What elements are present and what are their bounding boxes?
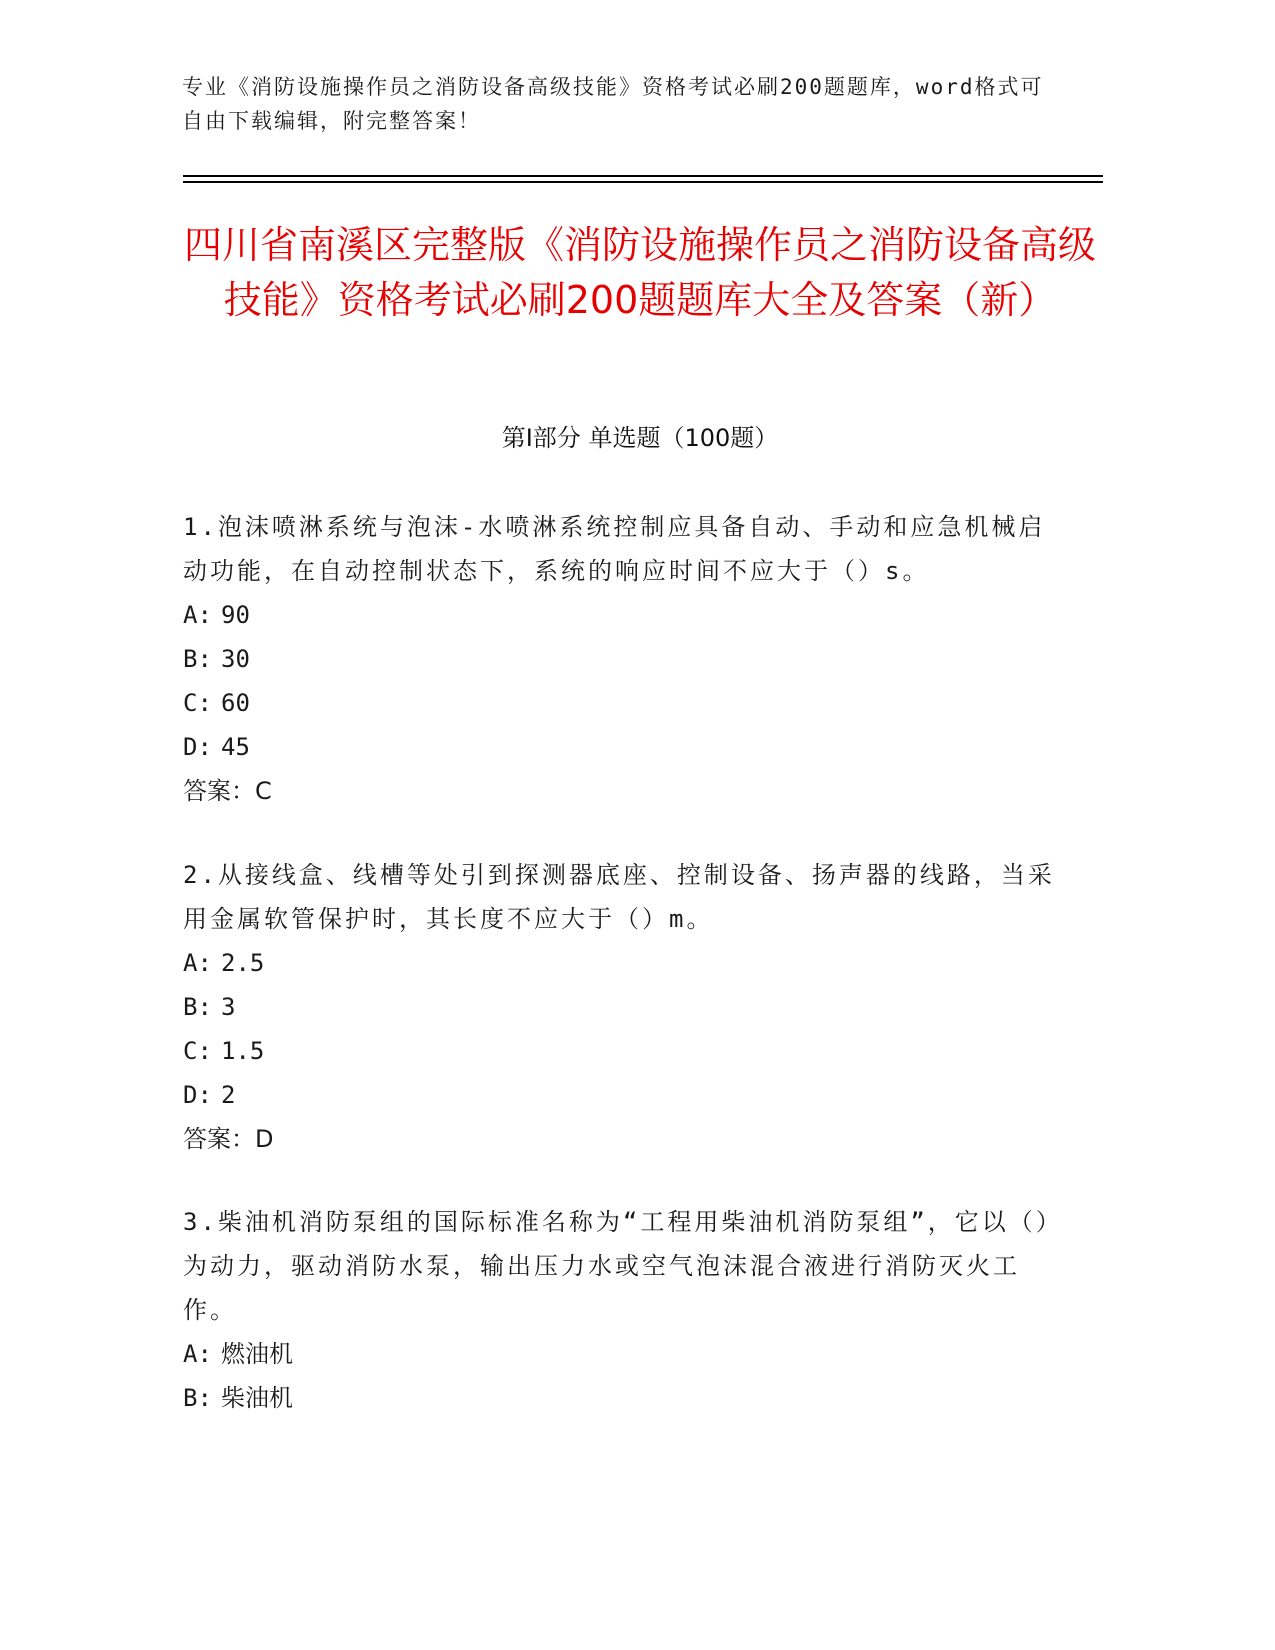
option-letter: A: <box>183 601 212 629</box>
option-letter: D: <box>183 1081 212 1109</box>
answer: 答案：D <box>183 1125 274 1153</box>
option-letter: A: <box>183 1340 212 1368</box>
question-stem: 1.泡沫喷淋系统与泡沫-水喷淋系统控制应具备自动、手动和应急机械启动功能，在自动控制状态下，系统的响应时间不应大于（）s。 <box>183 513 1046 585</box>
option-text: 柴油机 <box>221 1384 293 1412</box>
option-text: 2.5 <box>221 949 265 977</box>
answer: 答案：C <box>183 777 272 805</box>
option-c <box>183 1029 1063 1073</box>
option-letter: B: <box>183 993 212 1021</box>
question-stem: 2.从接线盒、线槽等处引到探测器底座、控制设备、扬声器的线路，当采用金属软管保护时，其长度不应大于（）m。 <box>183 861 1055 933</box>
option-text: 90 <box>221 601 250 629</box>
option-a <box>183 941 1063 985</box>
option-a <box>183 593 1063 637</box>
option-letter: C: <box>183 1037 212 1065</box>
option-text: 30 <box>221 645 250 673</box>
document-title: 四川省南溪区完整版《消防设施操作员之消防设备高级技能》资格考试必刷200题题库大全及答案（新） <box>183 223 1096 322</box>
option-b <box>183 637 1063 681</box>
option-text: 燃油机 <box>221 1340 293 1368</box>
question-stem: 3.柴油机消防泵组的国际标准名称为“工程用柴油机消防泵组”，它以（）为动力，驱动消防水泵，输出压力水或空气泡沫混合液进行消防灭火工作。 <box>183 1208 1063 1324</box>
header-rule-top <box>183 175 1103 177</box>
option-b <box>183 985 1063 1029</box>
option-d <box>183 725 1063 769</box>
option-text: 45 <box>221 733 250 761</box>
option-letter: D: <box>183 733 212 761</box>
option-a <box>183 1332 1063 1376</box>
question-3 <box>183 1200 1063 1420</box>
question-2 <box>183 853 1063 1161</box>
section-title: 第I部分 单选题（100题） <box>501 424 779 452</box>
option-letter: C: <box>183 689 212 717</box>
option-d <box>183 1073 1063 1117</box>
option-letter: B: <box>183 1384 212 1412</box>
option-b <box>183 1376 1063 1420</box>
option-text: 3 <box>221 993 236 1021</box>
option-letter: B: <box>183 645 212 673</box>
header-note: 专业《消防设施操作员之消防设备高级技能》资格考试必刷200题题库，word格式可自由下载编辑，附完整答案！ <box>182 75 1044 133</box>
option-text: 1.5 <box>221 1037 265 1065</box>
option-text: 2 <box>221 1081 236 1109</box>
header-rule-bottom <box>183 181 1103 183</box>
option-text: 60 <box>221 689 250 717</box>
option-letter: A: <box>183 949 212 977</box>
question-1 <box>183 505 1063 813</box>
option-c <box>183 681 1063 725</box>
